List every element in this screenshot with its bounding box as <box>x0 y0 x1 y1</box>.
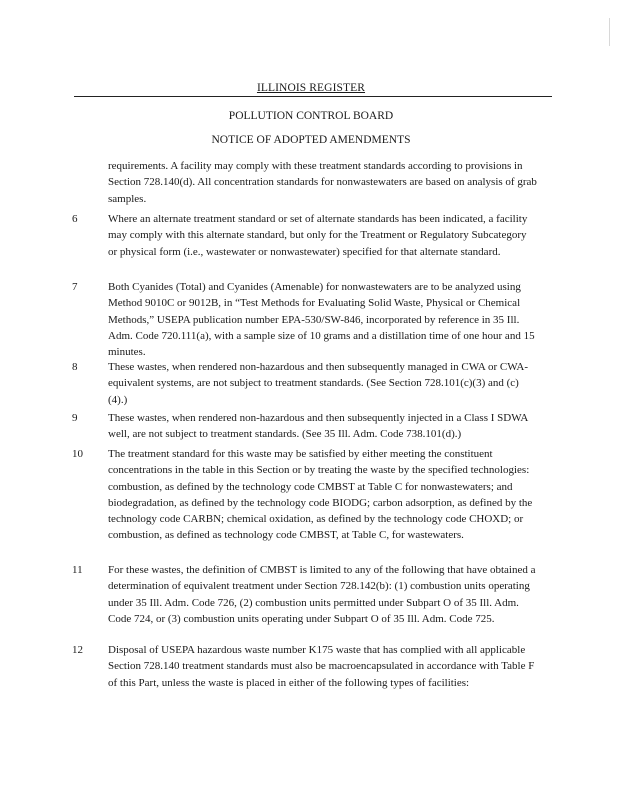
footnote-text: Where an alternate treatment standard or set of alternate standards has been indicated, a facility may comply with this alternate standard, but only for the Treatment or Regulatory Subcategory or physical form (i.e., wastewater or nonwastewater) specified for that alternate standard. <box>108 213 528 258</box>
footnote-number: 10 <box>72 448 83 460</box>
footnote-number: 6 <box>72 213 78 225</box>
footnote-number: 12 <box>72 644 83 656</box>
footnote-text: Disposal of USEPA hazardous waste number K175 waste that has complied with all applicable Section 728.140 treatment standards must also be macroencapsulated in accordance with Table F of this Part, unless the waste is placed in either of the following types of facilities: <box>108 644 535 689</box>
footnote-text: Both Cyanides (Total) and Cyanides (Amenable) for nonwastewaters are to be analyzed using Method 9010C or 9012B, in “Test Methods for Evaluating Solid Waste, Physical or Chemical Methods,” USEPA publication number EPA-530/SW-846, incorporated by reference in 35 Ill. Adm. Code 720.111(a), with a sample size of 10 grams and a distillation time of one hour and 15 minutes. <box>108 281 535 359</box>
header-rule <box>74 96 552 97</box>
footnote-number: 7 <box>72 281 78 293</box>
footnote-text: These wastes, when rendered non-hazardous and then subsequently injected in a Class I SDWA well, are not subject to treatment standards. (See 35 Ill. Adm. Code 738.101(d).) <box>108 412 528 441</box>
scan-margin-mark <box>609 18 610 46</box>
register-title: ILLINOIS REGISTER <box>256 82 366 94</box>
notice-title: NOTICE OF ADOPTED AMENDMENTS <box>211 134 411 146</box>
footnote-number: 11 <box>72 564 83 576</box>
footnote-number: 9 <box>72 412 78 424</box>
footnote-number: 8 <box>72 361 78 373</box>
board-name: POLLUTION CONTROL BOARD <box>228 110 394 122</box>
footnote-text: These wastes, when rendered non-hazardous and then subsequently managed in CWA or CWA-equivalent systems, are not subject to treatment standards. (See Section 728.101(c)(3) and (c)(4).) <box>108 361 529 406</box>
intro-paragraph: requirements. A facility may comply with these treatment standards according to provisions in Section 728.140(d). All concentration standards for nonwastewaters are based on analysis of grab samples. <box>108 160 537 205</box>
footnote-text: For these wastes, the definition of CMBST is limited to any of the following that have obtained a determination of equivalent treatment under Section 728.142(b): (1) combustion units operating under 35 Ill. Adm. Code 726, (2) combustion units permitted under Subpart O of 35 Ill. Adm. Code 724, or (3) combustion units operating under Subpart O of 35 Ill. Adm. Code 725. <box>108 564 536 625</box>
footnote-text: The treatment standard for this waste may be satisfied by either meeting the constituent concentrations in the table in this Section or by treating the waste by the specified technologies: combustion, as defined by the technology code CMBST at Table C for nonwastewaters; and biodegradation, as defined by the technology code BIODG; carbon adsorption, as defined by the technology code CARBN; chemical oxidation, as defined by the technology code CHOXD; or combustion, as defined as technology code CMBST, at Table C, for wastewaters. <box>108 448 533 542</box>
